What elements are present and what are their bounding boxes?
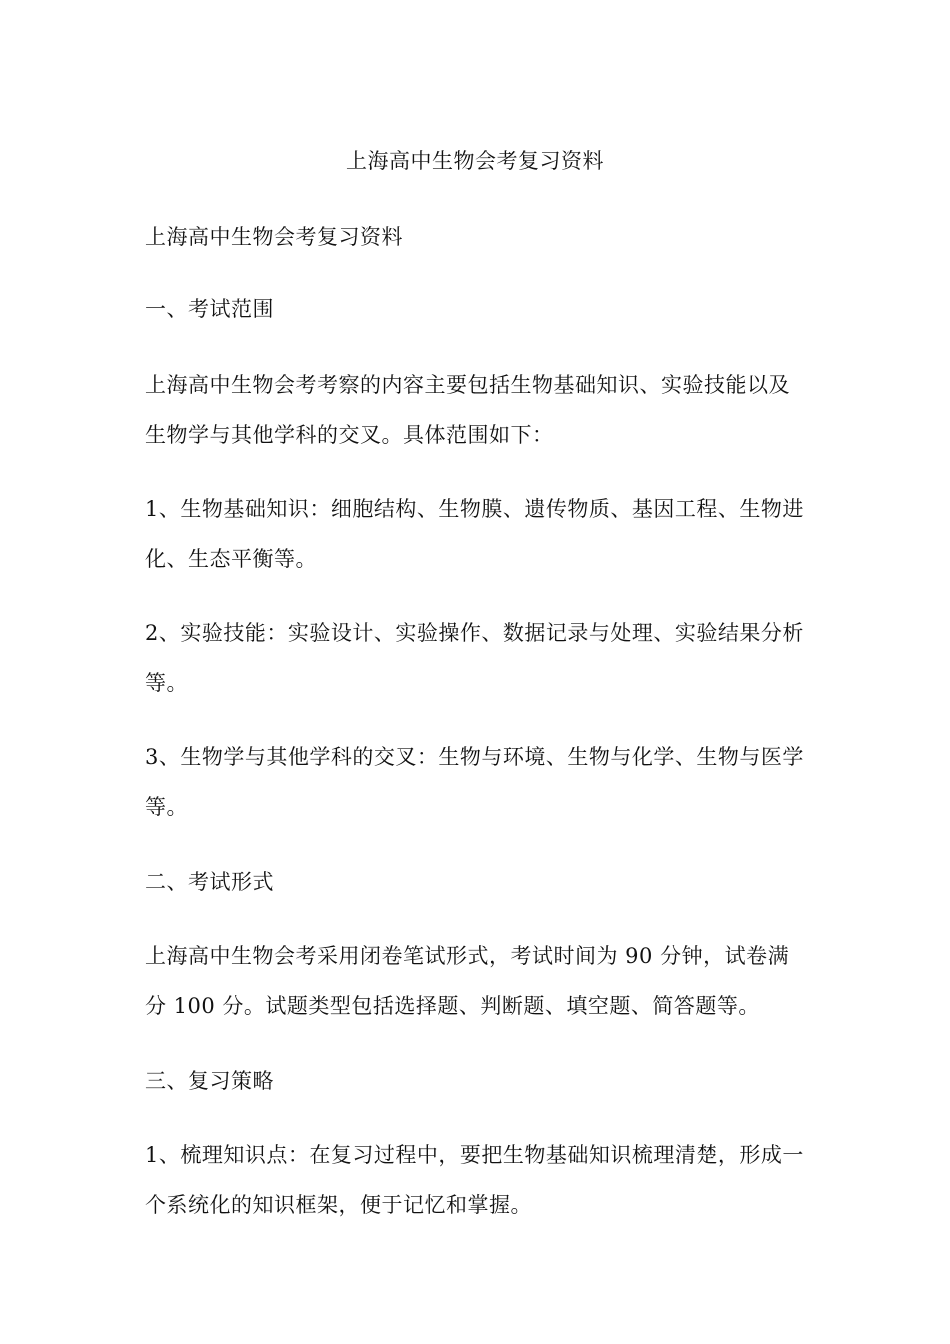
document-subtitle: 上海高中生物会考复习资料	[145, 225, 403, 249]
exam-scope-item-2: 2、实验技能：实验设计、实验操作、数据记录与处理、实验结果分析等。	[145, 621, 804, 695]
section-heading-exam-scope: 一、考试范围	[145, 297, 274, 321]
review-strategy-item-1: 1、梳理知识点：在复习过程中，要把生物基础知识梳理清楚，形成一个系统化的知识框架，便于记忆和掌握。	[145, 1143, 804, 1217]
exam-format-body: 上海高中生物会考采用闭卷笔试形式，考试时间为 90 分钟，试卷满分 100 分。试题类型包括选择题、判断题、填空题、简答题等。	[145, 944, 790, 1018]
exam-scope-intro: 上海高中生物会考考察的内容主要包括生物基础知识、实验技能以及生物学与其他学科的交叉。具体范围如下：	[145, 373, 790, 447]
section-heading-exam-format: 二、考试形式	[145, 870, 274, 894]
section-heading-review-strategy: 三、复习策略	[145, 1069, 274, 1093]
document-title: 上海高中生物会考复习资料	[346, 149, 604, 173]
exam-scope-item-1: 1、生物基础知识：细胞结构、生物膜、遗传物质、基因工程、生物进化、生态平衡等。	[145, 497, 804, 571]
exam-scope-item-3: 3、生物学与其他学科的交叉：生物与环境、生物与化学、生物与医学等。	[145, 745, 804, 819]
